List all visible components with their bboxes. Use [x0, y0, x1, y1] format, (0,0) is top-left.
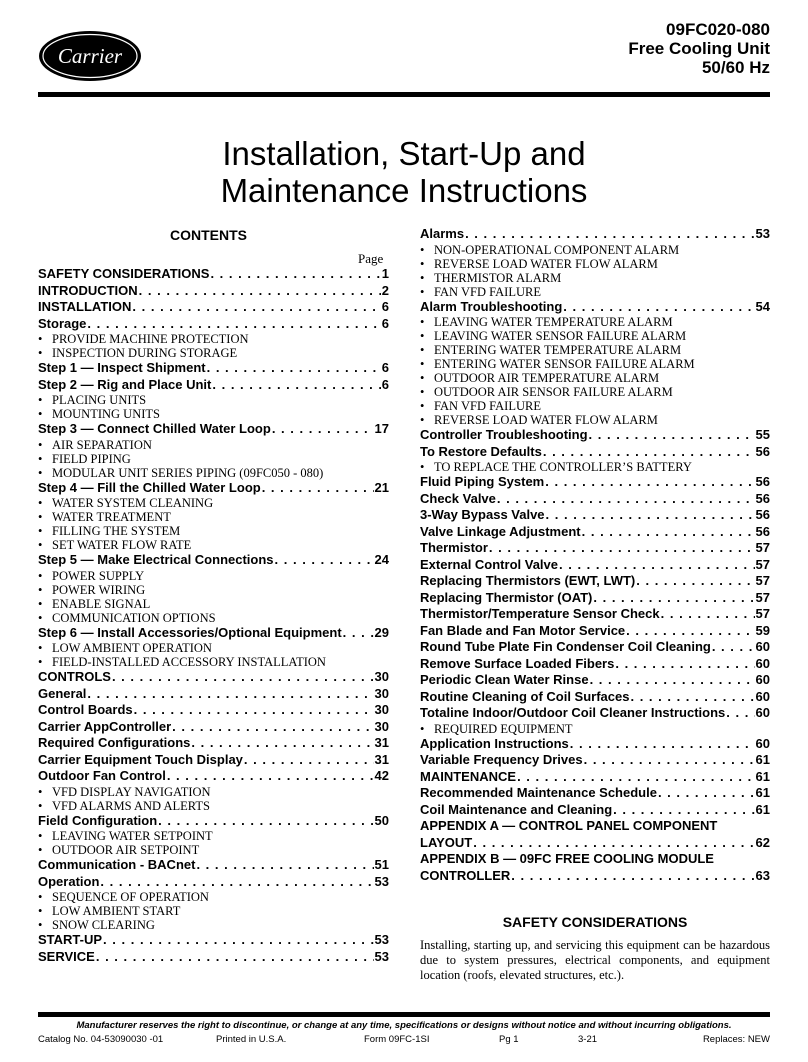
toc-entry [420, 818, 770, 835]
toc-subentry: • COMMUNICATION OPTIONS [38, 611, 389, 625]
toc-entry-page: 53 [755, 226, 770, 241]
toc-leader-dots [511, 868, 754, 885]
toc-entry-page: 60 [755, 639, 770, 654]
toc-entry-page: 62 [755, 834, 770, 850]
toc-leader-dots [626, 623, 754, 640]
toc-entry [420, 226, 770, 243]
toc-entry-title: SAFETY CONSIDERATIONS [38, 266, 210, 281]
toc-entry-page: 31 [374, 735, 389, 750]
toc-entry [420, 557, 770, 574]
toc-entry-title: Replacing Thermistors (EWT, LWT) [420, 573, 636, 588]
toc-entry [420, 590, 770, 607]
toc-leader-dots [244, 752, 374, 769]
toc-entry [420, 656, 770, 673]
toc-subentry: • REVERSE LOAD WATER FLOW ALARM [420, 257, 770, 271]
toc-entry [38, 266, 389, 283]
toc-entry [420, 299, 770, 316]
toc-leader-dots [517, 769, 754, 786]
toc-subentry: • MOUNTING UNITS [38, 407, 389, 421]
toc-leader-dots [582, 524, 755, 541]
toc-entry-title: Check Valve [420, 490, 496, 506]
toc-leader-dots [134, 702, 374, 719]
toc-entry-page: 2 [381, 282, 389, 298]
toc-entry [420, 736, 770, 753]
toc-subentry: • OUTDOOR AIR TEMPERATURE ALARM [420, 371, 770, 385]
toc-entry-title: Application Instructions [420, 735, 569, 751]
toc-entry-page: 30 [374, 702, 389, 717]
disclaimer: Manufacturer reserves the right to discontinue, or change at any time, specifications or designs without notice and without incurring obligations. [76, 1020, 732, 1031]
toc-entry-title: Alarms [420, 226, 465, 241]
toc-entry-title: Fluid Piping System [420, 474, 545, 489]
toc-entry [38, 735, 389, 752]
toc-entry-title: Step 5 — Make Electrical Connections [38, 552, 274, 567]
toc-entry [420, 427, 770, 444]
toc-entry-page: 42 [374, 768, 389, 783]
form-number: Form 09FC-1SI [364, 1034, 430, 1045]
toc-entry [420, 835, 770, 852]
toc-leader-dots [726, 705, 754, 722]
toc-entry-page: 30 [374, 669, 389, 684]
toc-entry-title: To Restore Defaults [420, 443, 542, 459]
toc-leader-dots [272, 421, 374, 438]
toc-entry [420, 623, 770, 640]
toc-subentry: • SNOW CLEARING [38, 918, 389, 932]
toc-entry-page: 60 [755, 688, 770, 704]
toc-entry-page: 1 [381, 266, 389, 281]
toc-entry-title: START-UP [38, 932, 103, 947]
toc-leader-dots [100, 874, 373, 891]
toc-entry-page: 54 [755, 298, 770, 314]
toc-entry-page: 17 [374, 421, 389, 436]
toc-entry [420, 540, 770, 557]
toc-entry-title: Periodic Clean Water Rinse [420, 672, 589, 687]
toc-left-column [38, 266, 389, 965]
toc-entry [420, 802, 770, 819]
toc-leader-dots [590, 672, 755, 689]
toc-entry-title: APPENDIX B — 09FC FREE COOLING MODULE [420, 851, 714, 866]
toc-leader-dots [112, 669, 374, 686]
toc-entry [38, 686, 389, 703]
toc-entry [420, 705, 770, 722]
toc-entry [420, 491, 770, 508]
model-number: 09FC020-080 [666, 20, 770, 39]
toc-entry-title: Required Configurations [38, 735, 191, 750]
toc-entry-page: 6 [381, 360, 389, 375]
toc-entry [38, 360, 389, 377]
toc-leader-dots [96, 949, 374, 966]
toc-entry-title: Storage [38, 315, 87, 331]
toc-subentry: • VFD ALARMS AND ALERTS [38, 799, 389, 813]
toc-entry-page: 31 [374, 751, 389, 767]
toc-subentry: • THERMISTOR ALARM [420, 271, 770, 285]
toc-entry [420, 573, 770, 590]
toc-entry-title: INSTALLATION [38, 299, 132, 314]
toc-entry [38, 283, 389, 300]
toc-leader-dots [87, 316, 380, 333]
toc-entry-title: 3-Way Bypass Valve [420, 507, 545, 522]
toc-entry-title: Round Tube Plate Fin Condenser Coil Cleaning [420, 639, 711, 654]
toc-entry [420, 474, 770, 491]
toc-entry [420, 851, 770, 868]
toc-entry-page: 6 [381, 376, 389, 392]
toc-subentry: • LEAVING WATER SETPOINT [38, 829, 389, 843]
product-name: Free Cooling Unit [628, 39, 770, 58]
product-header [628, 20, 770, 77]
toc-entry [38, 702, 389, 719]
toc-subentry: • FAN VFD FAILURE [420, 285, 770, 299]
toc-entry-page: 60 [755, 735, 770, 751]
toc-entry [420, 785, 770, 802]
toc-entry-title: Step 2 — Rig and Place Unit [38, 376, 212, 392]
toc-entry [38, 316, 389, 333]
toc-entry [420, 507, 770, 524]
toc-entry [420, 524, 770, 541]
toc-entry [38, 719, 389, 736]
toc-leader-dots [636, 573, 754, 590]
toc-subentry: • LOW AMBIENT START [38, 904, 389, 918]
toc-entry-page: 53 [374, 873, 389, 889]
toc-subentry: • TO REPLACE THE CONTROLLER’S BATTERY [420, 460, 770, 474]
toc-entry-title: INTRODUCTION [38, 282, 138, 298]
toc-entry-page: 21 [374, 479, 389, 495]
toc-entry [38, 669, 389, 686]
toc-entry-page: 56 [755, 523, 770, 539]
toc-leader-dots [545, 474, 754, 491]
toc-entry-title: Step 3 — Connect Chilled Water Loop [38, 421, 271, 436]
toc-entry-page: 61 [755, 785, 770, 800]
toc-entry-page: 56 [755, 474, 770, 489]
toc-subentry: • VFD DISPLAY NAVIGATION [38, 785, 389, 799]
toc-entry-page: 50 [374, 812, 389, 828]
toc-entry-page: 63 [755, 867, 770, 883]
toc-leader-dots [615, 656, 754, 673]
toc-entry-title: Thermistor/Temperature Sensor Check [420, 606, 660, 621]
toc-subentry: • PROVIDE MACHINE PROTECTION [38, 332, 389, 346]
toc-entry-page: 61 [755, 752, 770, 767]
toc-entry [420, 606, 770, 623]
toc-entry [420, 752, 770, 769]
toc-leader-dots [593, 590, 754, 607]
toc-entry [420, 672, 770, 689]
toc-entry-title: Variable Frequency Drives [420, 752, 583, 767]
toc-subentry: • INSPECTION DURING STORAGE [38, 346, 389, 360]
toc-subentry: • REVERSE LOAD WATER FLOW ALARM [420, 413, 770, 427]
toc-leader-dots [275, 552, 374, 569]
frequency: 50/60 Hz [701, 58, 770, 77]
toc-leader-dots [191, 735, 373, 752]
toc-subentry: • POWER SUPPLY [38, 569, 389, 583]
toc-leader-dots [212, 377, 380, 394]
safety-heading: SAFETY CONSIDERATIONS [502, 914, 688, 930]
toc-entry [38, 480, 389, 497]
toc-entry [38, 421, 389, 438]
toc-leader-dots [103, 932, 373, 949]
toc-subentry: • AIR SEPARATION [38, 438, 389, 452]
toc-entry-page: 56 [755, 507, 770, 522]
toc-leader-dots [158, 813, 373, 830]
replaces: Replaces: NEW [702, 1034, 770, 1045]
toc-entry-title: Operation [38, 873, 100, 889]
toc-entry [420, 444, 770, 461]
page-column-heading: Page [358, 251, 384, 266]
toc-subentry: • REQUIRED EQUIPMENT [420, 722, 770, 736]
toc-entry-title: Thermistor [420, 540, 488, 555]
toc-entry [38, 949, 389, 966]
toc-entry [38, 625, 389, 642]
toc-entry-page: 30 [374, 718, 389, 734]
toc-subentry: • ENTERING WATER SENSOR FAILURE ALARM [420, 357, 770, 371]
toc-entry-title: APPENDIX A — CONTROL PANEL COMPONENT [420, 818, 718, 833]
toc-entry-title: Fan Blade and Fan Motor Service [420, 622, 626, 638]
toc-subentry: • SEQUENCE OF OPERATION [38, 890, 389, 904]
toc-entry-page: 61 [755, 768, 770, 784]
toc-entry-page: 56 [755, 443, 770, 459]
toc-entry-title: Totaline Indoor/Outdoor Coil Cleaner Instructions [420, 705, 726, 720]
toc-subentry: • POWER WIRING [38, 583, 389, 597]
toc-subentry: • FIELD PIPING [38, 452, 389, 466]
toc-subentry: • OUTDOOR AIR SETPOINT [38, 843, 389, 857]
toc-entry-title: Coil Maintenance and Cleaning [420, 801, 613, 817]
toc-entry [38, 813, 389, 830]
toc-leader-dots [132, 299, 380, 316]
contents-heading: CONTENTS [170, 227, 247, 243]
toc-entry-title: Controller Troubleshooting [420, 427, 588, 442]
toc-entry-title: Remove Surface Loaded Fibers [420, 655, 615, 671]
toc-entry [38, 377, 389, 394]
toc-leader-dots [559, 557, 755, 574]
toc-entry-page: 53 [374, 932, 389, 947]
toc-entry-title: Step 1 — Inspect Shipment [38, 360, 206, 375]
toc-leader-dots [661, 606, 755, 623]
toc-entry-title: Carrier Equipment Touch Display [38, 751, 243, 767]
toc-entry-title: Step 6 — Install Accessories/Optional Equipment [38, 624, 342, 640]
toc-subentry: • FIELD-INSTALLED ACCESSORY INSTALLATION [38, 655, 389, 669]
svg-text:Carrier: Carrier [57, 44, 123, 68]
toc-leader-dots [139, 283, 381, 300]
toc-subentry: • ENABLE SIGNAL [38, 597, 389, 611]
page-number: Pg 1 [499, 1034, 519, 1045]
toc-leader-dots [613, 802, 754, 819]
toc-leader-dots [262, 480, 374, 497]
toc-leader-dots [343, 625, 374, 642]
toc-subentry: • LOW AMBIENT OPERATION [38, 641, 389, 655]
toc-entry-page: 57 [755, 606, 770, 621]
toc-entry [38, 752, 389, 769]
toc-entry-title: LAYOUT [420, 834, 473, 850]
toc-entry-page: 57 [755, 573, 770, 588]
toc-entry-page: 60 [755, 705, 770, 720]
toc-leader-dots [210, 266, 380, 283]
toc-entry-title: Control Boards [38, 702, 133, 717]
toc-subentry: • LEAVING WATER SENSOR FAILURE ALARM [420, 329, 770, 343]
toc-leader-dots [172, 719, 373, 736]
header-rule [38, 92, 770, 97]
toc-leader-dots [196, 857, 373, 874]
toc-subentry: • WATER SYSTEM CLEANING [38, 496, 389, 510]
toc-entry-title: Carrier AppController [38, 718, 172, 734]
toc-entry-title: Step 4 — Fill the Chilled Water Loop [38, 479, 261, 495]
toc-entry-title: CONTROLS [38, 669, 111, 684]
toc-entry-title: Outdoor Fan Control [38, 768, 166, 783]
toc-entry [420, 639, 770, 656]
toc-entry [38, 552, 389, 569]
toc-right-column [420, 226, 770, 884]
toc-leader-dots [465, 226, 754, 243]
toc-leader-dots [570, 736, 755, 753]
toc-entry [38, 768, 389, 785]
toc-entry-page: 6 [381, 299, 389, 314]
toc-entry-page: 29 [374, 624, 389, 640]
toc-entry [420, 769, 770, 786]
toc-entry-page: 24 [374, 552, 389, 567]
toc-leader-dots [473, 835, 754, 852]
toc-entry-page: 51 [374, 857, 389, 872]
carrier-logo [38, 30, 142, 82]
toc-entry-title: Valve Linkage Adjustment [420, 523, 581, 539]
safety-paragraph: Installing, starting up, and servicing this equipment can be hazardous due to system pressures, electrical components, and equipment location (roofs, elevated structures, etc.). [420, 938, 770, 982]
toc-entry-title: Alarm Troubleshooting [420, 298, 563, 314]
toc-subentry: • LEAVING WATER TEMPERATURE ALARM [420, 315, 770, 329]
toc-entry [38, 874, 389, 891]
toc-leader-dots [87, 686, 373, 703]
toc-entry-page: 56 [755, 490, 770, 506]
toc-leader-dots [630, 689, 754, 706]
toc-entry-page: 60 [755, 672, 770, 687]
toc-entry-title: Replacing Thermistor (OAT) [420, 589, 593, 605]
toc-entry-page: 57 [755, 540, 770, 555]
toc-leader-dots [712, 639, 755, 656]
toc-leader-dots [167, 768, 374, 785]
toc-entry-page: 61 [755, 801, 770, 817]
toc-leader-dots [543, 444, 755, 461]
catalog-number: Catalog No. 04-53090030 -01 [38, 1034, 164, 1045]
toc-leader-dots [658, 785, 755, 802]
printed-in: Printed in U.S.A. [216, 1034, 287, 1045]
toc-subentry: • ENTERING WATER TEMPERATURE ALARM [420, 343, 770, 357]
toc-subentry: • OUTDOOR AIR SENSOR FAILURE ALARM [420, 385, 770, 399]
revision-date: 3-21 [578, 1034, 598, 1045]
toc-entry-page: 60 [755, 655, 770, 671]
toc-leader-dots [207, 360, 381, 377]
toc-entry-page: 57 [755, 589, 770, 605]
toc-entry-title: Routine Cleaning of Coil Surfaces [420, 688, 630, 704]
toc-subentry: • WATER TREATMENT [38, 510, 389, 524]
toc-entry-page: 30 [374, 685, 389, 701]
toc-subentry: • NON-OPERATIONAL COMPONENT ALARM [420, 243, 770, 257]
toc-leader-dots [589, 427, 755, 444]
toc-entry-page: 6 [381, 315, 389, 331]
toc-entry-title: Recommended Maintenance Schedule [420, 785, 657, 800]
toc-leader-dots [584, 752, 755, 769]
toc-entry [420, 689, 770, 706]
toc-entry [420, 868, 770, 885]
toc-subentry: • MODULAR UNIT SERIES PIPING (09FC050 - 080) [38, 466, 389, 480]
toc-entry-page: 57 [755, 556, 770, 572]
toc-entry-title: CONTROLLER [420, 867, 511, 883]
toc-leader-dots [489, 540, 755, 557]
document-title: Installation, Start-Up and Maintenance Instructions [220, 135, 588, 209]
toc-entry-title: Communication - BACnet [38, 857, 196, 872]
toc-entry [38, 299, 389, 316]
toc-entry [38, 932, 389, 949]
toc-subentry: • SET WATER FLOW RATE [38, 538, 389, 552]
toc-entry-page: 55 [755, 427, 770, 442]
toc-leader-dots [546, 507, 755, 524]
toc-entry-title: External Control Valve [420, 556, 558, 572]
toc-subentry: • PLACING UNITS [38, 393, 389, 407]
footer-rule [38, 1012, 770, 1017]
toc-entry-title: General [38, 685, 87, 701]
toc-entry-page: 53 [374, 948, 389, 964]
toc-subentry: • FAN VFD FAILURE [420, 399, 770, 413]
toc-entry-title: SERVICE [38, 948, 95, 964]
toc-leader-dots [563, 299, 754, 316]
toc-entry-title: MAINTENANCE [420, 768, 517, 784]
toc-subentry: • FILLING THE SYSTEM [38, 524, 389, 538]
toc-leader-dots [497, 491, 755, 508]
toc-entry-page: 59 [755, 622, 770, 638]
toc-entry [38, 857, 389, 874]
toc-entry-title: Field Configuration [38, 812, 158, 828]
